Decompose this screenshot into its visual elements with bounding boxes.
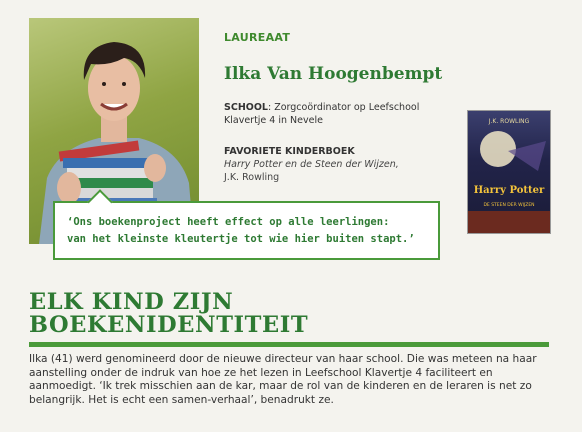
favorite-book-label: FAVORIETE KINDERBOEK xyxy=(224,146,355,157)
headline-line-1: ELK KIND ZIJN xyxy=(29,289,234,315)
school-info xyxy=(224,101,424,127)
svg-text:DE STEEN DER WIJZEN: DE STEEN DER WIJZEN xyxy=(483,203,535,208)
headline-line-2: BOEKENIDENTITEIT xyxy=(29,312,309,338)
school-label: SCHOOL xyxy=(224,102,268,113)
quote-line-1: ‘Ons boekenproject heeft effect op alle leerlingen: xyxy=(67,216,390,228)
book-cover-image xyxy=(467,110,551,234)
laureate-name: Ilka Van Hoogenbempt xyxy=(224,64,443,84)
school-value: : Zorgcoördinator op Leefschool Klavertje 4 in Nevele xyxy=(224,102,420,126)
svg-text:Harry Potter: Harry Potter xyxy=(473,185,545,196)
svg-text:J.K. ROWLING: J.K. ROWLING xyxy=(488,118,530,125)
pull-quote xyxy=(67,214,435,248)
favorite-book-author: J.K. Rowling xyxy=(224,172,280,183)
section-label: LAUREAAT xyxy=(224,31,291,44)
quote-line-2: van het kleinste kleutertje tot wie hier buiten stapt.’ xyxy=(67,233,415,245)
book-cover-art xyxy=(468,111,550,233)
article-body: Ilka (41) werd genomineerd door de nieuwe directeur van haar school. Die was meteen na haar aanstelling onder de indruk van hoe ze het lezen in Leefschool Klavertje 4 faciliteert en aanmoedigt. ‘Ik trek misschien aan de kar, maar de rol van de kinderen en de leraren is net zo belangrijk. Het is echt een samen-verhaal’, benadrukt ze. xyxy=(29,353,537,406)
pull-quote-box xyxy=(53,201,440,260)
favorite-book-title: Harry Potter en de Steen der Wijzen, xyxy=(224,159,399,170)
headline-divider xyxy=(29,342,549,347)
article-headline xyxy=(29,291,549,337)
